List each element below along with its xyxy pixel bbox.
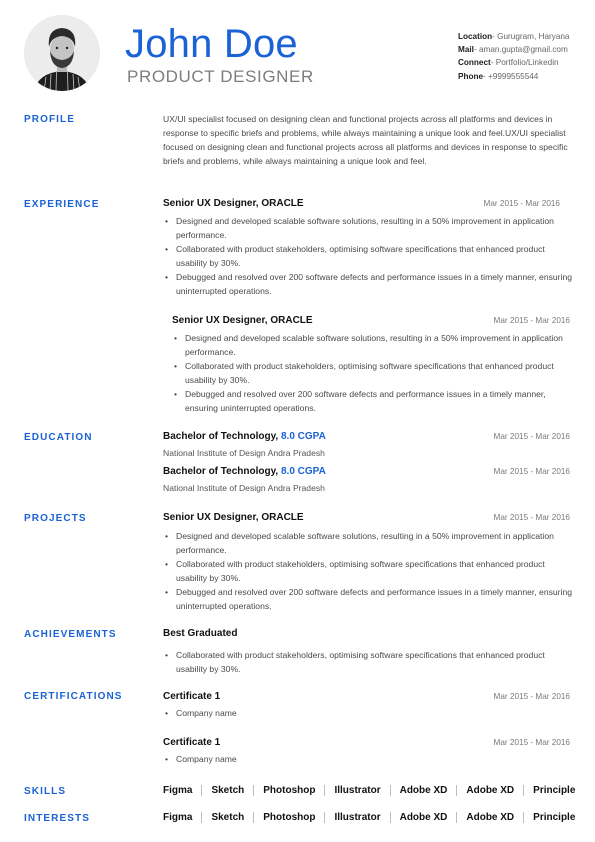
interests-list: [163, 812, 575, 823]
divider: [456, 785, 457, 796]
profile-text: UX/UI specialist focused on designing clean and functional projects across all platforms and devices in response to specific briefs and problems, while always maintaining a unique look and feel.UX/UI specialist focused on designing clean and functional projects across all platforms and devices in response to specific briefs and problems, while always maintaining a unique look and feel.: [163, 114, 568, 166]
contact-value: - Portfolio/Linkedin: [490, 58, 559, 68]
interest-tag: Illustrator: [334, 812, 381, 823]
contact-value: - aman.gupta@gmail.com: [473, 45, 568, 55]
divider: [201, 812, 202, 823]
degree-name: Bachelor of Technology,: [163, 431, 281, 442]
project-bullets: [163, 529, 573, 613]
experience-heading: EXPERIENCE: [24, 199, 100, 210]
project-date: Mar 2015 - Mar 2016: [493, 513, 570, 522]
education-heading: EDUCATION: [24, 432, 93, 443]
education-item-date: Mar 2015 - Mar 2016: [493, 467, 570, 476]
skills-heading: SKILLS: [24, 786, 67, 797]
experience-item-date: Mar 2015 - Mar 2016: [483, 199, 560, 208]
contact-location: [458, 30, 569, 43]
contact-connect: [458, 56, 569, 69]
certificate-date: Mar 2015 - Mar 2016: [493, 692, 570, 701]
bullet-item: • Designed and developed scalable software solutions, resulting in a 50% improvement in application performance.: [163, 529, 573, 557]
divider: [201, 785, 202, 796]
degree-name: Bachelor of Technology,: [163, 466, 281, 477]
certificate-org: • Company name: [163, 752, 463, 766]
contact-mail: [458, 43, 569, 56]
resume-header: [0, 0, 595, 100]
skills-list: [163, 785, 575, 796]
education-item-date: Mar 2015 - Mar 2016: [493, 432, 570, 441]
achievement-title: Best Graduated: [163, 628, 238, 639]
divider: [390, 812, 391, 823]
contact-value: - Gurugram, Haryana: [492, 32, 570, 41]
degree-grade: 8.0 CGPA: [280, 431, 326, 442]
education-school: National Institute of Design Andra Pradesh: [163, 448, 325, 458]
certifications-heading: CERTIFICATIONS: [24, 691, 123, 702]
experience-item-title: Senior UX Designer, ORACLE: [172, 315, 313, 326]
bullet-item: • Designed and developed scalable software solutions, resulting in a 50% improvement in application performance.: [172, 331, 577, 359]
candidate-name: John Doe: [125, 22, 298, 66]
bullet-item: • Collaborated with product stakeholders, optimising software specifications that enhanced product usability by 30%.: [172, 359, 577, 387]
interests-heading: INTERESTS: [24, 813, 91, 824]
contact-label: Connect: [458, 58, 491, 68]
degree-grade: 8.0 CGPA: [280, 466, 326, 477]
bullet-item: • Collaborated with product stakeholders, optimising software specifications that enhanced product usability by 30%.: [163, 557, 573, 585]
projects-heading: PROJECTS: [24, 513, 87, 524]
contact-value: - +9999555544: [483, 71, 539, 81]
certificate-org: • Company name: [163, 706, 463, 720]
certificate-org-list: [163, 752, 463, 766]
divider: [456, 812, 457, 823]
bullet-item: • Debugged and resolved over 200 software defects and performance issues in a timely manner, ensuring uninterrupted operations.: [163, 585, 573, 613]
profile-photo-icon: [24, 15, 100, 91]
avatar: [24, 15, 100, 91]
interest-tag: Sketch: [211, 812, 245, 823]
project-title: Senior UX Designer, ORACLE: [163, 512, 304, 523]
bullet-item: • Designed and developed scalable software solutions, resulting in a 50% improvement in application performance.: [163, 214, 573, 242]
bullet-item: • Collaborated with product stakeholders, optimising software specifications that enhanced product usability by 30%.: [163, 648, 573, 676]
interest-tag: Adobe XD: [399, 812, 448, 823]
interest-tag: Adobe XD: [466, 812, 515, 823]
skill-tag: Sketch: [211, 785, 245, 796]
achievements-heading: ACHIEVEMENTS: [24, 629, 117, 640]
skill-tag: Adobe XD: [466, 785, 515, 796]
interest-tag: Photoshop: [263, 812, 316, 823]
interest-tag: Principle: [533, 812, 576, 823]
contact-label: Mail: [458, 45, 474, 55]
education-item-title: [163, 466, 326, 477]
skill-tag: Photoshop: [263, 785, 316, 796]
experience-item-bullets: [172, 331, 577, 415]
divider: [523, 785, 524, 796]
contact-label: Location: [458, 32, 493, 41]
experience-item-date: Mar 2015 - Mar 2016: [493, 316, 570, 325]
certificate-date: Mar 2015 - Mar 2016: [493, 738, 570, 747]
education-item-title: [163, 431, 326, 442]
divider: [523, 812, 524, 823]
profile-heading: PROFILE: [24, 114, 76, 125]
bullet-item: • Debugged and resolved over 200 software defects and performance issues in a timely manner, ensuring uninterrupted operations.: [163, 270, 573, 298]
certificate-org-list: [163, 706, 463, 720]
divider: [324, 812, 325, 823]
contact-info: [458, 30, 569, 83]
skill-tag: Principle: [533, 785, 576, 796]
candidate-title: PRODUCT DESIGNER: [127, 67, 314, 86]
achievement-bullets: [163, 648, 573, 676]
contact-phone: [458, 70, 569, 83]
experience-item-title: Senior UX Designer, ORACLE: [163, 198, 304, 209]
divider: [324, 785, 325, 796]
interest-tag: Figma: [163, 812, 193, 823]
divider: [253, 785, 254, 796]
skill-tag: Illustrator: [334, 785, 381, 796]
certificate-title: Certificate 1: [163, 737, 221, 748]
divider: [253, 812, 254, 823]
divider: [390, 785, 391, 796]
skill-tag: Figma: [163, 785, 193, 796]
bullet-item: • Debugged and resolved over 200 software defects and performance issues in a timely manner, ensuring uninterrupted operations.: [172, 387, 577, 415]
contact-label: Phone: [458, 71, 484, 81]
certificate-title: Certificate 1: [163, 691, 221, 702]
skill-tag: Adobe XD: [399, 785, 448, 796]
experience-item-bullets: [163, 214, 573, 298]
education-school: National Institute of Design Andra Pradesh: [163, 483, 325, 493]
bullet-item: • Collaborated with product stakeholders, optimising software specifications that enhanced product usability by 30%.: [163, 242, 573, 270]
